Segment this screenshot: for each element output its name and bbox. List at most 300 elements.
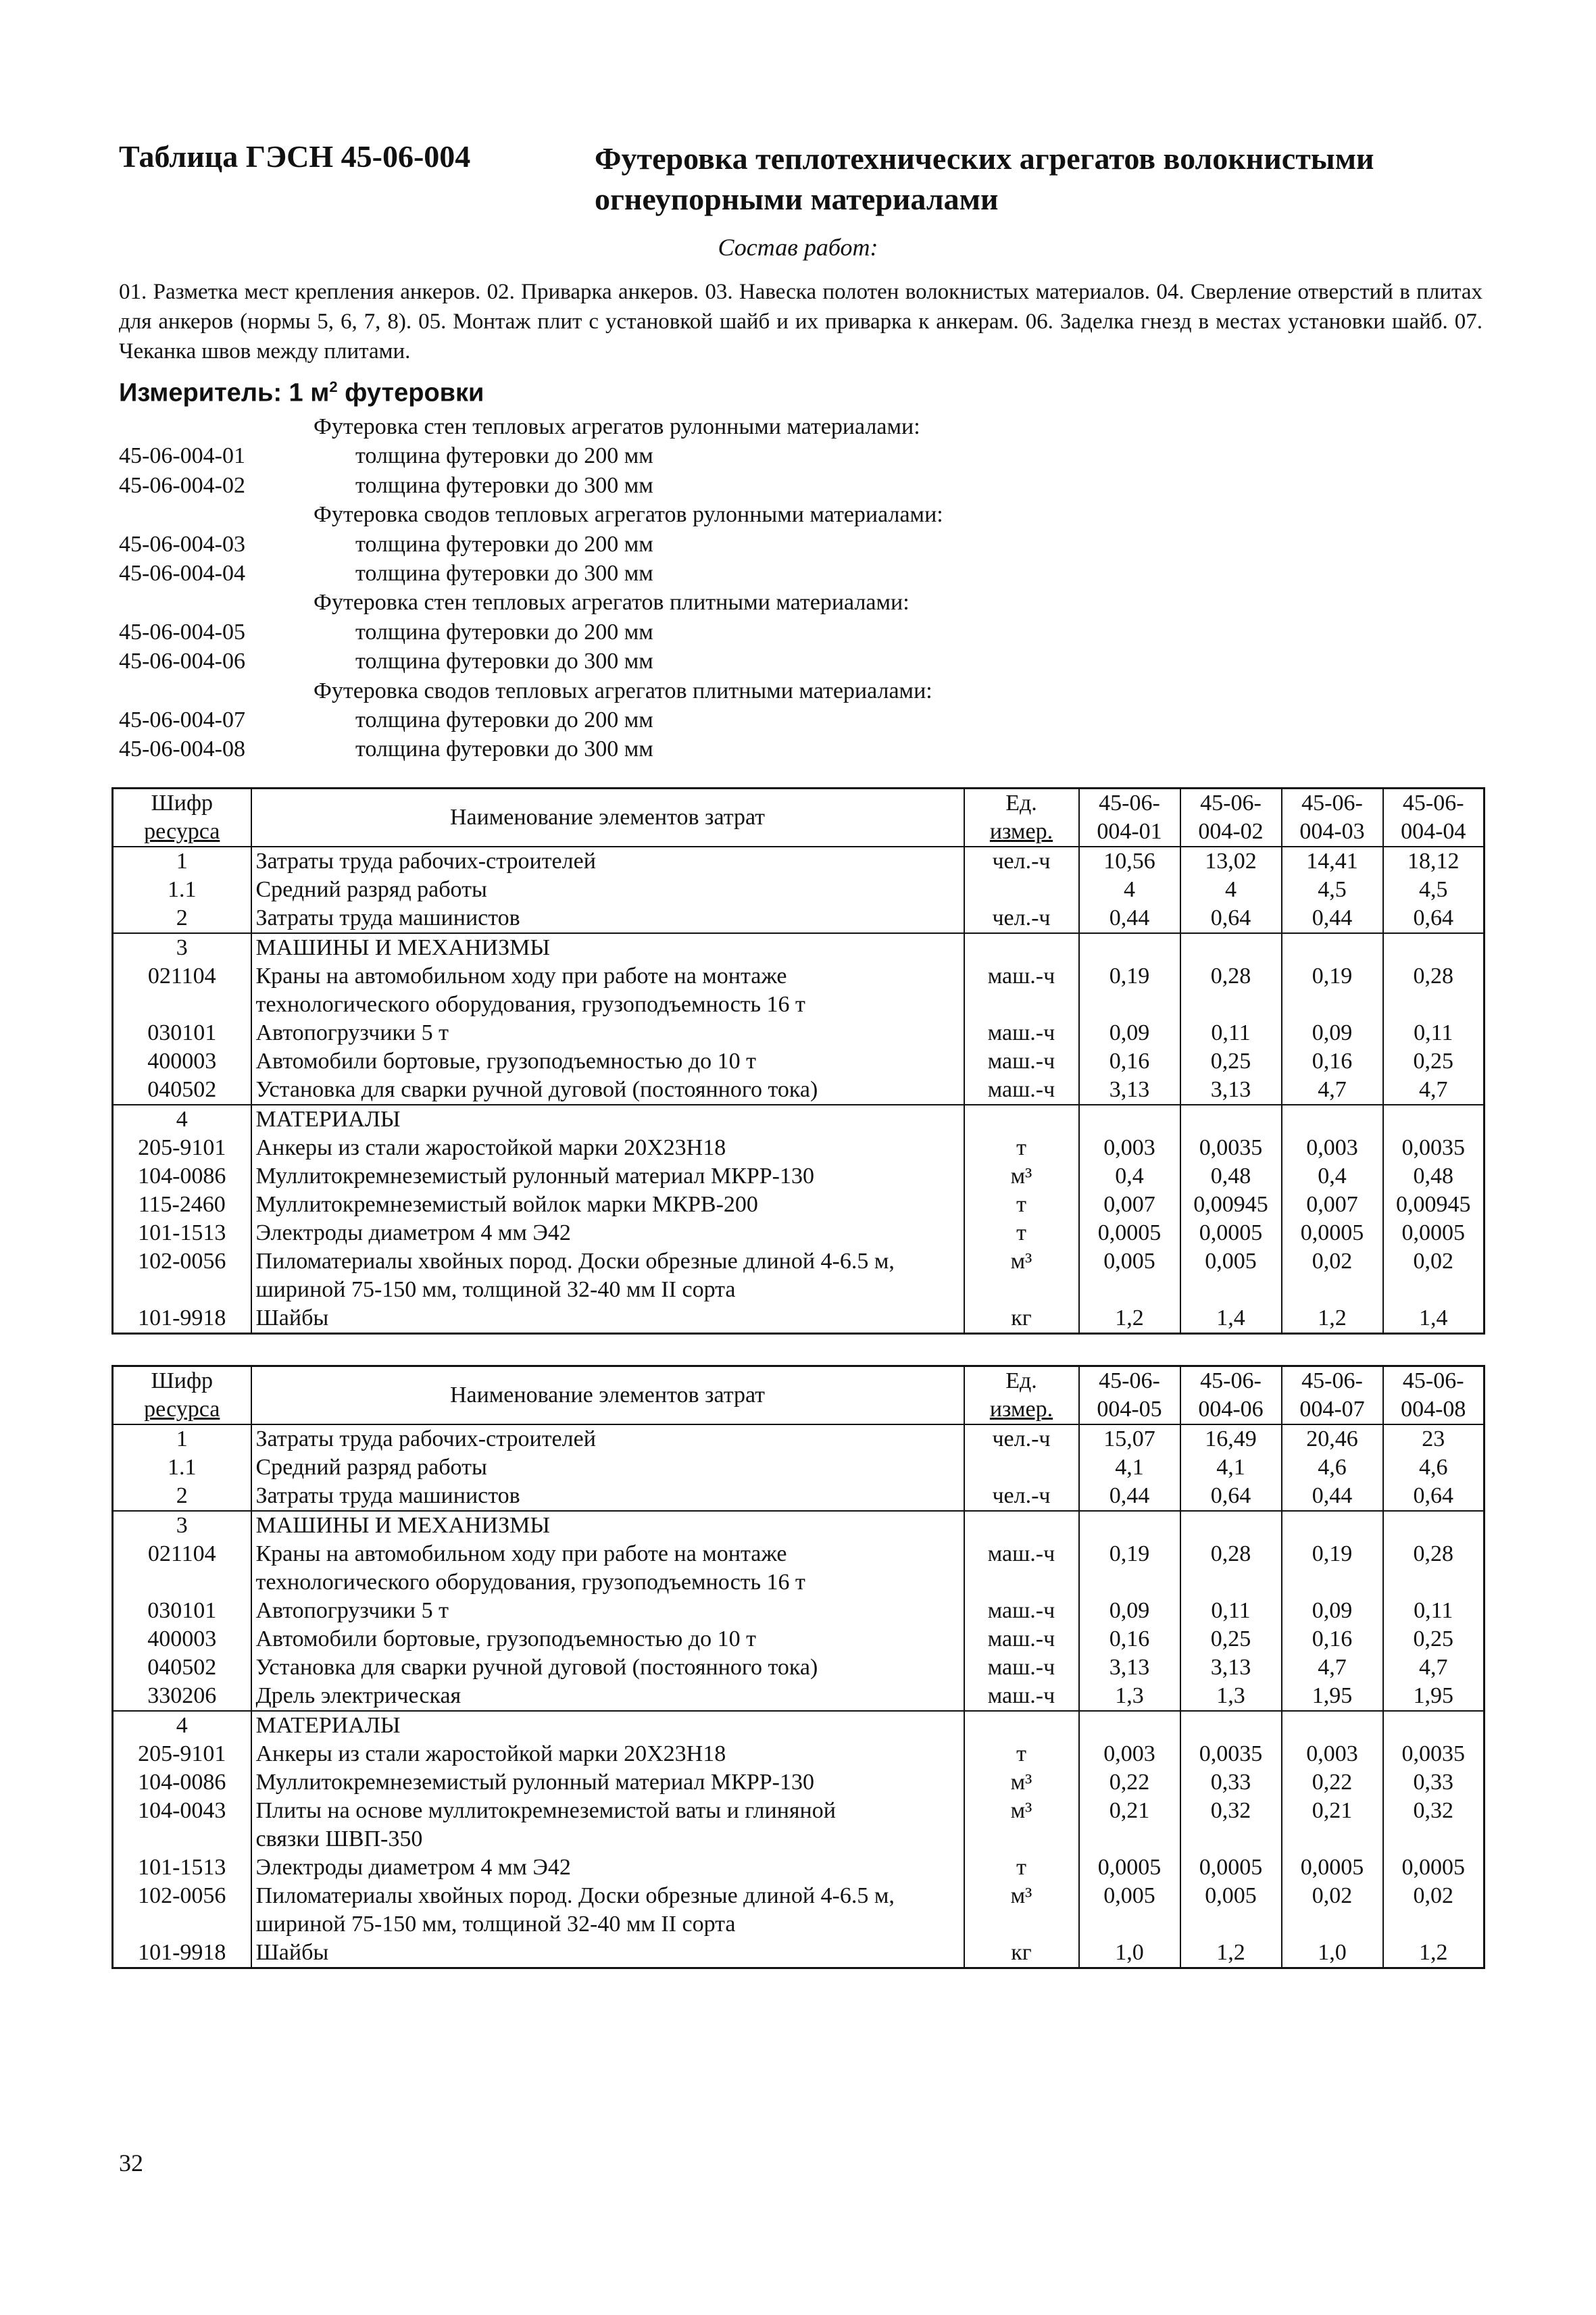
norm-item <box>119 412 1268 441</box>
resource-unit <box>964 1511 1079 1540</box>
header-norm-column <box>1383 1366 1485 1425</box>
resource-code: 101-1513 <box>113 1853 251 1882</box>
header-unit <box>964 1366 1079 1425</box>
table-row <box>113 1453 1485 1482</box>
resource-value: 0,44 <box>1282 1482 1383 1511</box>
table-row <box>113 962 1485 1019</box>
resource-value: 1,0 <box>1079 1939 1180 1968</box>
resource-value: 4,6 <box>1383 1453 1485 1482</box>
header-norm-line: 004-03 <box>1299 819 1365 844</box>
header-name: Наименование элементов затрат <box>251 1366 964 1425</box>
table-row <box>113 876 1485 904</box>
norm-code: 45-06-004-04 <box>119 560 245 586</box>
norm-item <box>119 500 1268 529</box>
resource-value: 0,007 <box>1079 1191 1180 1219</box>
resource-value: 0,44 <box>1282 904 1383 933</box>
table-row <box>113 1653 1485 1682</box>
resource-value: 0,0005 <box>1079 1853 1180 1882</box>
norm-text: толщина футеровки до 300 мм <box>355 560 653 586</box>
resource-value: 0,64 <box>1180 1482 1282 1511</box>
header-norm-line: 004-08 <box>1401 1397 1466 1422</box>
resource-unit: м³ <box>964 1162 1079 1191</box>
resource-name <box>251 1191 964 1219</box>
resource-unit: т <box>964 1740 1079 1768</box>
resource-value: 0,0035 <box>1180 1134 1282 1162</box>
resource-name-line: Затраты труда рабочих-строителей <box>255 1426 596 1451</box>
norm-item <box>119 618 1268 647</box>
resource-value: 0,48 <box>1383 1162 1485 1191</box>
resource-value: 0,0035 <box>1383 1134 1485 1162</box>
measure-prefix: Измеритель: 1 м <box>119 378 330 407</box>
resource-value: 0,11 <box>1180 1597 1282 1625</box>
resource-name-line: Затраты труда машинистов <box>255 905 520 930</box>
page-title: Футеровка теплотехнических агрегатов волокнистыми огнеупорными материалами <box>595 141 1374 216</box>
resource-value: 0,0005 <box>1180 1219 1282 1247</box>
resource-name-line: Пиломатериалы хвойных пород. Доски обрезные длиной 4-6.5 м, <box>255 1883 895 1908</box>
norm-text: Футеровка сводов тепловых агрегатов рулонными материалами: <box>314 502 943 528</box>
resource-name <box>251 1453 964 1482</box>
header-norm-column <box>1180 1366 1282 1425</box>
table-header-row <box>113 789 1485 847</box>
table-row <box>113 1625 1485 1653</box>
resource-value: 0,0005 <box>1383 1219 1485 1247</box>
resource-name <box>251 1162 964 1191</box>
table-row <box>113 1482 1485 1511</box>
header-code-line: ресурса <box>144 819 220 844</box>
header-norm-line: 45-06- <box>1402 791 1464 816</box>
resource-value <box>1079 1711 1180 1740</box>
resource-code: 101-9918 <box>113 1304 251 1334</box>
resource-value: 3,13 <box>1180 1076 1282 1105</box>
norm-item <box>119 559 1268 588</box>
resource-name <box>251 1482 964 1511</box>
resource-code: 1.1 <box>113 1453 251 1482</box>
resource-unit: маш.-ч <box>964 962 1079 1019</box>
table-row <box>113 1304 1485 1334</box>
resource-unit: маш.-ч <box>964 1653 1079 1682</box>
resource-value: 3,13 <box>1079 1076 1180 1105</box>
resource-name-line: Муллитокремнеземистый войлок марки МКРВ-200 <box>255 1192 758 1217</box>
resource-name <box>251 962 964 1019</box>
header-norm-column <box>1180 789 1282 847</box>
norm-item <box>119 441 1268 470</box>
norm-text: толщина футеровки до 300 мм <box>355 649 653 674</box>
resource-unit: м³ <box>964 1247 1079 1304</box>
resource-code: 021104 <box>113 1540 251 1597</box>
resource-unit: м³ <box>964 1882 1079 1939</box>
resource-value: 20,46 <box>1282 1424 1383 1453</box>
resource-value: 0,19 <box>1079 962 1180 1019</box>
resource-code: 040502 <box>113 1653 251 1682</box>
resource-name-line: технологического оборудования, грузоподъемность 16 т <box>255 992 805 1017</box>
resource-name-line: Установка для сварки ручной дуговой (постоянного тока) <box>255 1655 818 1680</box>
resource-value: 1,2 <box>1079 1304 1180 1334</box>
resource-unit <box>964 1711 1079 1740</box>
resource-name-line: Шайбы <box>255 1305 329 1330</box>
resource-value: 0,19 <box>1282 1540 1383 1597</box>
header-name: Наименование элементов затрат <box>251 789 964 847</box>
resource-name-line: Муллитокремнеземистый рулонный материал МКРР-130 <box>255 1770 814 1795</box>
header-norm-line: 45-06- <box>1099 791 1160 816</box>
table-row <box>113 1191 1485 1219</box>
header-norm-line: 45-06- <box>1402 1368 1464 1393</box>
resource-value <box>1282 1711 1383 1740</box>
resource-value: 0,16 <box>1282 1625 1383 1653</box>
resource-value: 0,25 <box>1180 1625 1282 1653</box>
resource-value: 0,16 <box>1282 1047 1383 1076</box>
resource-value <box>1282 1511 1383 1540</box>
resource-name-line: МАШИНЫ И МЕХАНИЗМЫ <box>255 935 551 960</box>
resource-unit: чел.-ч <box>964 1424 1079 1453</box>
resource-name <box>251 933 964 962</box>
resource-value <box>1383 1105 1485 1134</box>
resource-name <box>251 876 964 904</box>
resource-value: 0,4 <box>1282 1162 1383 1191</box>
resource-name <box>251 1682 964 1711</box>
resource-value: 4,7 <box>1383 1076 1485 1105</box>
resource-value: 0,16 <box>1079 1625 1180 1653</box>
resource-name <box>251 1105 964 1134</box>
table-row <box>113 1540 1485 1597</box>
resource-value: 4,7 <box>1282 1653 1383 1682</box>
header-code-line: Шифр <box>151 1368 214 1393</box>
resource-name-line: связки ШВП-350 <box>255 1826 423 1851</box>
norm-item <box>119 735 1268 764</box>
resource-value: 0,32 <box>1383 1797 1485 1853</box>
resource-name <box>251 1219 964 1247</box>
resource-value: 0,11 <box>1180 1019 1282 1047</box>
resource-value: 0,0005 <box>1180 1853 1282 1882</box>
norm-item <box>119 705 1268 735</box>
resource-unit: т <box>964 1134 1079 1162</box>
resource-unit: маш.-ч <box>964 1597 1079 1625</box>
resource-value: 4,1 <box>1079 1453 1180 1482</box>
resource-unit: маш.-ч <box>964 1625 1079 1653</box>
resource-value: 0,64 <box>1180 904 1282 933</box>
resource-value: 0,0005 <box>1282 1219 1383 1247</box>
resource-name <box>251 1134 964 1162</box>
resource-name <box>251 847 964 876</box>
resource-value <box>1180 1711 1282 1740</box>
norm-text: толщина футеровки до 300 мм <box>355 737 653 762</box>
norm-code: 45-06-004-08 <box>119 737 245 762</box>
resource-name-line: шириной 75-150 мм, толщиной 32-40 мм II сорта <box>255 1277 736 1302</box>
norm-text: Футеровка стен тепловых агрегатов рулонными материалами: <box>314 414 920 439</box>
resource-code: 4 <box>113 1105 251 1134</box>
resource-value: 0,32 <box>1180 1797 1282 1853</box>
resource-code: 400003 <box>113 1047 251 1076</box>
resource-name <box>251 1076 964 1105</box>
resource-unit: чел.-ч <box>964 1482 1079 1511</box>
resource-value: 0,21 <box>1282 1797 1383 1853</box>
resource-code: 104-0043 <box>113 1797 251 1853</box>
resource-value <box>1180 933 1282 962</box>
resource-name <box>251 1019 964 1047</box>
header-norm-line: 45-06- <box>1200 791 1262 816</box>
resource-value: 0,21 <box>1079 1797 1180 1853</box>
resource-value: 0,09 <box>1079 1597 1180 1625</box>
resource-name-line: Муллитокремнеземистый рулонный материал МКРР-130 <box>255 1164 814 1189</box>
header-unit-line: измер. <box>989 819 1053 844</box>
resource-value: 0,003 <box>1282 1134 1383 1162</box>
resource-value: 0,005 <box>1180 1247 1282 1304</box>
resource-unit: м³ <box>964 1797 1079 1853</box>
norm-text: толщина футеровки до 200 мм <box>355 531 653 557</box>
resource-name <box>251 1653 964 1682</box>
resource-value: 0,09 <box>1079 1019 1180 1047</box>
resource-value: 13,02 <box>1180 847 1282 876</box>
resource-value <box>1383 1511 1485 1540</box>
resource-name <box>251 1939 964 1968</box>
resource-name-line: МАТЕРИАЛЫ <box>255 1107 401 1132</box>
resource-value <box>1079 933 1180 962</box>
resource-value: 1,4 <box>1383 1304 1485 1334</box>
norm-code: 45-06-004-01 <box>119 443 245 469</box>
resource-value: 0,0005 <box>1282 1853 1383 1882</box>
resource-value: 1,3 <box>1180 1682 1282 1711</box>
header-unit <box>964 789 1079 847</box>
norm-text: Футеровка стен тепловых агрегатов плитными материалами: <box>314 590 909 616</box>
table-row <box>113 1682 1485 1711</box>
resource-value: 0,33 <box>1383 1768 1485 1797</box>
resource-value: 0,22 <box>1079 1768 1180 1797</box>
resource-unit <box>964 1453 1079 1482</box>
resource-value: 1,4 <box>1180 1304 1282 1334</box>
works-heading: Состав работ: <box>718 234 878 261</box>
resource-value: 0,25 <box>1180 1047 1282 1076</box>
resource-name-line: Электроды диаметром 4 мм Э42 <box>255 1855 571 1880</box>
resource-value: 1,0 <box>1282 1939 1383 1968</box>
resource-value: 0,003 <box>1079 1134 1180 1162</box>
resource-value: 0,19 <box>1282 962 1383 1019</box>
resource-code: 205-9101 <box>113 1134 251 1162</box>
resource-code: 3 <box>113 1511 251 1540</box>
resource-name-line: Средний разряд работы <box>255 877 487 902</box>
resource-value: 0,02 <box>1383 1247 1485 1304</box>
table-row <box>113 1047 1485 1076</box>
cost-table-2 <box>111 1365 1485 1969</box>
resource-value: 4,7 <box>1282 1076 1383 1105</box>
table-row <box>113 1105 1485 1134</box>
resource-name-line: Автопогрузчики 5 т <box>255 1598 449 1623</box>
resource-value: 0,28 <box>1383 962 1485 1019</box>
resource-value: 0,003 <box>1282 1740 1383 1768</box>
resource-value: 0,64 <box>1383 904 1485 933</box>
table-row <box>113 1019 1485 1047</box>
table-row <box>113 1797 1485 1853</box>
table-row <box>113 904 1485 933</box>
resource-value <box>1180 1511 1282 1540</box>
header-norm-line: 45-06- <box>1200 1368 1262 1393</box>
resource-value: 0,11 <box>1383 1019 1485 1047</box>
norm-code: 45-06-004-02 <box>119 472 245 498</box>
norm-code: 45-06-004-06 <box>119 649 245 674</box>
table-row <box>113 1424 1485 1453</box>
resource-unit: т <box>964 1191 1079 1219</box>
resource-name-line: МАШИНЫ И МЕХАНИЗМЫ <box>255 1513 551 1538</box>
norm-text: Футеровка сводов тепловых агрегатов плитными материалами: <box>314 678 932 703</box>
resource-value: 4 <box>1079 876 1180 904</box>
resource-value: 0,00945 <box>1383 1191 1485 1219</box>
norm-item <box>119 471 1268 500</box>
resource-code: 1 <box>113 847 251 876</box>
header-norm-column <box>1383 789 1485 847</box>
measure-suffix: футеровки <box>337 378 484 407</box>
table-row <box>113 1740 1485 1768</box>
resource-value: 4,5 <box>1383 876 1485 904</box>
resource-value <box>1383 933 1485 962</box>
resource-value: 0,02 <box>1282 1247 1383 1304</box>
resource-name <box>251 1511 964 1540</box>
resource-unit: маш.-ч <box>964 1540 1079 1597</box>
resource-value: 1,3 <box>1079 1682 1180 1711</box>
resource-code: 104-0086 <box>113 1162 251 1191</box>
works-text: 01. Разметка мест крепления анкеров. 02. Приварка анкеров. 03. Навеска полотен волокнистых материалов. 04. Сверление отверстий в плитах для анкеров (нормы 5, 6, 7, 8). 05. Монтаж плит с установкой шайб и их приварка к анкерам. 06. Заделка гнезд в местах установки шайб. 07. Чеканка швов между плитами. <box>119 280 1482 364</box>
resource-unit: маш.-ч <box>964 1682 1079 1711</box>
resource-name-line: Анкеры из стали жаростойкой марки 20Х23Н18 <box>255 1741 726 1766</box>
resource-name-line: МАТЕРИАЛЫ <box>255 1713 401 1738</box>
header-norm-line: 45-06- <box>1099 1368 1160 1393</box>
resource-name-line: Шайбы <box>255 1940 329 1965</box>
resource-code: 1 <box>113 1424 251 1453</box>
resource-unit: кг <box>964 1939 1079 1968</box>
header-code-line: ресурса <box>144 1397 220 1422</box>
resource-value: 0,28 <box>1180 1540 1282 1597</box>
table-row <box>113 847 1485 876</box>
header-code <box>113 1366 251 1425</box>
resource-value: 0,007 <box>1282 1191 1383 1219</box>
norm-text: толщина футеровки до 200 мм <box>355 443 653 469</box>
norm-text: толщина футеровки до 200 мм <box>355 619 653 645</box>
resource-value: 0,44 <box>1079 904 1180 933</box>
resource-name-line: Автомобили бортовые, грузоподъемностью до 10 т <box>255 1049 756 1074</box>
resource-code: 101-9918 <box>113 1939 251 1968</box>
resource-value: 1,2 <box>1180 1939 1282 1968</box>
header-norm-column <box>1079 789 1180 847</box>
table-row <box>113 1711 1485 1740</box>
resource-code: 1.1 <box>113 876 251 904</box>
resource-value: 23 <box>1383 1424 1485 1453</box>
norm-code: 45-06-004-03 <box>119 531 245 557</box>
resource-value: 0,44 <box>1079 1482 1180 1511</box>
header-norm-column <box>1282 789 1383 847</box>
resource-name-line: Электроды диаметром 4 мм Э42 <box>255 1220 571 1245</box>
resource-value: 0,0035 <box>1180 1740 1282 1768</box>
table-row <box>113 933 1485 962</box>
resource-unit <box>964 876 1079 904</box>
resource-name <box>251 1882 964 1939</box>
resource-code: 330206 <box>113 1682 251 1711</box>
resource-code: 4 <box>113 1711 251 1740</box>
page-number: 32 <box>119 2149 143 2176</box>
header-code-line: Шифр <box>151 791 214 816</box>
measure-sup: 2 <box>329 378 338 395</box>
resource-unit: маш.-ч <box>964 1019 1079 1047</box>
table-row <box>113 1939 1485 1968</box>
resource-value: 0,0035 <box>1383 1740 1485 1768</box>
resource-value: 0,4 <box>1079 1162 1180 1191</box>
resource-code: 2 <box>113 1482 251 1511</box>
header-unit-line: Ед. <box>1005 791 1037 816</box>
resource-value: 10,56 <box>1079 847 1180 876</box>
resource-name-line: Пиломатериалы хвойных пород. Доски обрезные длиной 4-6.5 м, <box>255 1249 895 1274</box>
header-norm-line: 45-06- <box>1301 791 1363 816</box>
resource-unit: т <box>964 1853 1079 1882</box>
norms-list <box>119 412 1268 764</box>
resource-code: 101-1513 <box>113 1219 251 1247</box>
resource-name <box>251 1304 964 1334</box>
resource-value: 3,13 <box>1079 1653 1180 1682</box>
resource-value: 4,6 <box>1282 1453 1383 1482</box>
header-norm-line: 004-06 <box>1198 1397 1264 1422</box>
resource-value: 0,005 <box>1079 1882 1180 1939</box>
resource-unit: маш.-ч <box>964 1076 1079 1105</box>
resource-value: 1,2 <box>1282 1304 1383 1334</box>
resource-value: 1,95 <box>1282 1682 1383 1711</box>
resource-value: 3,13 <box>1180 1653 1282 1682</box>
table-row <box>113 1219 1485 1247</box>
header-norm-line: 004-07 <box>1299 1397 1365 1422</box>
table-row <box>113 1162 1485 1191</box>
header-norm-column <box>1079 1366 1180 1425</box>
resource-value: 0,02 <box>1282 1882 1383 1939</box>
resource-code: 205-9101 <box>113 1740 251 1768</box>
table-header-row <box>113 1366 1485 1425</box>
resource-name-line: Краны на автомобильном ходу при работе на монтаже <box>255 964 787 989</box>
resource-code: 104-0086 <box>113 1768 251 1797</box>
resource-code: 400003 <box>113 1625 251 1653</box>
header-norm-line: 004-05 <box>1097 1397 1162 1422</box>
resource-value <box>1282 933 1383 962</box>
resource-name-line: Затраты труда машинистов <box>255 1483 520 1508</box>
table-row <box>113 1597 1485 1625</box>
resource-name <box>251 1597 964 1625</box>
table-row <box>113 1076 1485 1105</box>
resource-value: 15,07 <box>1079 1424 1180 1453</box>
resource-value: 0,0005 <box>1079 1219 1180 1247</box>
resource-value: 0,09 <box>1282 1597 1383 1625</box>
header-norm-line: 45-06- <box>1301 1368 1363 1393</box>
resource-value: 0,19 <box>1079 1540 1180 1597</box>
resource-name <box>251 1797 964 1853</box>
header-norm-line: 004-02 <box>1198 819 1264 844</box>
norm-item <box>119 588 1268 617</box>
resource-value: 0,09 <box>1282 1019 1383 1047</box>
resource-unit: чел.-ч <box>964 847 1079 876</box>
resource-value: 0,22 <box>1282 1768 1383 1797</box>
resource-value: 0,0005 <box>1383 1853 1485 1882</box>
resource-name-line: Автопогрузчики 5 т <box>255 1020 449 1045</box>
resource-name-line: Анкеры из стали жаростойкой марки 20Х23Н18 <box>255 1135 726 1160</box>
table-row <box>113 1768 1485 1797</box>
resource-name <box>251 1768 964 1797</box>
resource-value: 0,005 <box>1180 1882 1282 1939</box>
resource-unit: маш.-ч <box>964 1047 1079 1076</box>
resource-code: 030101 <box>113 1019 251 1047</box>
resource-value <box>1282 1105 1383 1134</box>
resource-value: 0,00945 <box>1180 1191 1282 1219</box>
resource-value: 0,005 <box>1079 1247 1180 1304</box>
resource-value: 1,2 <box>1383 1939 1485 1968</box>
resource-value: 0,64 <box>1383 1482 1485 1511</box>
resource-name-line: шириной 75-150 мм, толщиной 32-40 мм II сорта <box>255 1912 736 1937</box>
resource-code: 030101 <box>113 1597 251 1625</box>
resource-name <box>251 1540 964 1597</box>
resource-value <box>1079 1105 1180 1134</box>
resource-value: 0,28 <box>1383 1540 1485 1597</box>
resource-code: 3 <box>113 933 251 962</box>
resource-value: 14,41 <box>1282 847 1383 876</box>
